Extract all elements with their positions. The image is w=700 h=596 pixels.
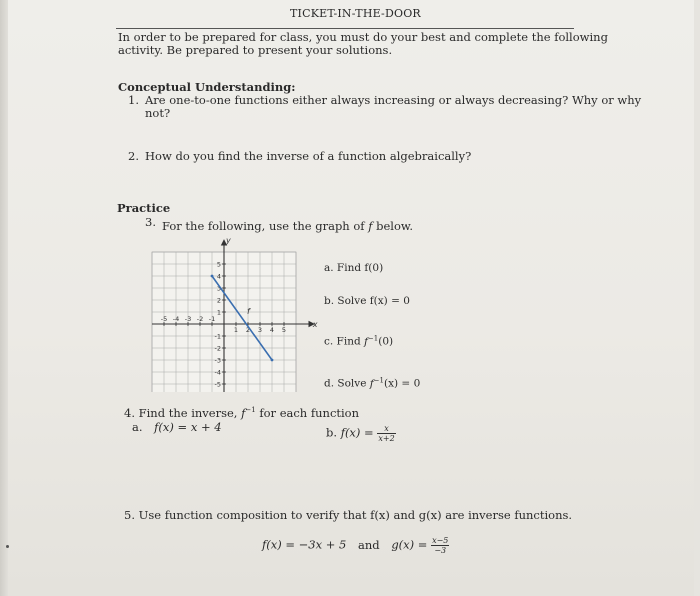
x-tick-label: -4 — [172, 315, 180, 323]
x-tick-label: -5 — [160, 315, 168, 323]
title-rule — [116, 28, 574, 29]
page-title: TICKET-IN-THE-DOOR — [290, 7, 421, 20]
q5-line — [124, 508, 572, 522]
q2-number: 2. — [128, 149, 139, 163]
part-d-text: d. Solve — [324, 377, 367, 390]
graph-of-f — [148, 232, 318, 392]
y-tick-label: 3 — [216, 284, 221, 293]
y-tick-label: 5 — [216, 260, 221, 269]
part-a: a. Find f(0) — [324, 262, 384, 274]
part-d-arg: (x) = 0 — [383, 377, 421, 390]
q4-b-numerator: x — [377, 424, 395, 434]
q5-number: 5. — [124, 508, 135, 522]
q5-equations — [262, 536, 449, 555]
q3-number: 3. — [145, 215, 156, 229]
q5-g-expression: g(x) = — [391, 537, 428, 552]
table-speck — [6, 545, 9, 548]
x-tick-label: -3 — [184, 315, 192, 323]
q5-text: Use function composition to verify that f(x) and g(x) are inverse functions. — [138, 508, 573, 522]
x-tick-label: -1 — [208, 315, 216, 323]
q3-text — [162, 219, 413, 233]
y-tick-label: -1 — [214, 332, 221, 341]
x-tick-label: 2 — [245, 326, 251, 334]
q4-part-a — [132, 420, 222, 434]
intro-line-2: activity. Be prepared to present your solutions. — [118, 43, 393, 57]
conceptual-heading: Conceptual Understanding: — [118, 80, 296, 94]
q5-g-fraction — [431, 536, 449, 555]
q3-f-symbol: f — [368, 219, 373, 233]
q4-text: Find the inverse, — [138, 406, 238, 420]
y-tick-label: 2 — [216, 296, 221, 305]
series-point-f — [271, 359, 274, 362]
f-inverse-symbol-2: $f^{-1}$ — [369, 376, 384, 390]
part-c-text: c. Find — [324, 335, 361, 348]
intro-line-1: In order to be prepared for class, you must do your best and complete the following — [118, 30, 608, 44]
y-axis-label: y — [226, 236, 231, 246]
q1-number: 1. — [128, 93, 139, 107]
series-point-f — [211, 275, 214, 278]
x-axis-label: x — [312, 320, 318, 329]
q5-g-denominator: −3 — [434, 546, 447, 555]
x-tick-label: 4 — [269, 326, 275, 334]
q4-b-fraction — [377, 424, 395, 443]
q4-b-denominator: x+2 — [378, 434, 395, 443]
q4-part-b — [326, 424, 396, 443]
q1-text-line-2: not? — [145, 106, 171, 120]
series-label-f: f — [247, 307, 250, 316]
q1-text-line-1: Are one-to-one functions either always increasing or always decreasing? Why or why — [145, 93, 642, 107]
y-tick-label: -4 — [214, 368, 221, 377]
x-tick-label: 1 — [233, 326, 239, 334]
y-tick-label: 4 — [216, 272, 221, 281]
q4-tail: for each function — [259, 406, 360, 420]
x-tick-label: 5 — [281, 326, 287, 334]
x-tick-label: 3 — [257, 326, 263, 334]
q4-number: 4. — [124, 406, 135, 420]
x-tick-label: -2 — [196, 315, 204, 323]
q5-and: and — [358, 537, 380, 552]
f-inverse-symbol-3: $f^{-1}$ — [241, 406, 256, 420]
y-tick-label: -3 — [214, 356, 221, 365]
q3-text-main: For the following, use the graph of — [162, 219, 365, 233]
q3-text-tail: below. — [376, 219, 414, 233]
part-d — [324, 376, 420, 390]
part-b: b. Solve f(x) = 0 — [324, 295, 410, 307]
q5-g-numerator: x−5 — [432, 536, 449, 545]
q4-line — [124, 406, 359, 420]
practice-heading: Practice — [117, 201, 171, 215]
q4-b-expression: f(x) = — [340, 425, 374, 440]
q4-b-label: b. — [326, 425, 338, 440]
part-c-arg: (0) — [378, 335, 394, 348]
y-tick-label: 1 — [216, 308, 221, 317]
q2-text: How do you find the inverse of a function algebraically? — [145, 149, 472, 163]
y-tick-label: -5 — [214, 380, 221, 389]
f-inverse-symbol: $f^{-1}$ — [364, 334, 379, 348]
part-c — [324, 334, 393, 348]
q4-a-expression: f(x) = x + 4 — [154, 420, 222, 434]
q5-f-expression: f(x) = −3x + 5 — [262, 537, 347, 552]
y-tick-label: -2 — [214, 344, 221, 353]
q4-a-label: a. — [132, 420, 143, 434]
